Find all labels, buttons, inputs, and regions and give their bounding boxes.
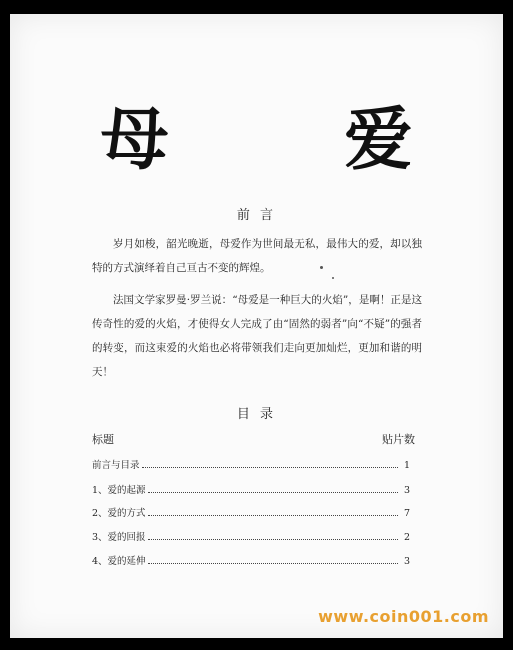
toc-row (92, 553, 410, 567)
toc-row-count: 3 (403, 485, 410, 496)
document-page (10, 14, 503, 638)
toc-leader-dots (148, 515, 398, 516)
toc-row (92, 529, 410, 543)
toc-row (92, 482, 410, 496)
toc-leader-dots (148, 492, 398, 493)
toc-row-count: 1 (403, 460, 410, 471)
preface-paragraph-1: 岁月如梭，韶光晚逝，母爱作为世间最无私，最伟大的爱，却以独特的方式演绎着自己亘古不变的辉煌。 (92, 238, 422, 274)
toc-leader-dots (148, 539, 398, 540)
toc-leader-dots (148, 563, 398, 564)
toc-leader-dots (142, 467, 398, 468)
watermark-text: www.coin001.com (318, 607, 489, 626)
toc-row-count: 3 (403, 556, 410, 567)
toc-row (92, 505, 410, 519)
toc-row-label: 1、爱的起源 (92, 485, 146, 496)
preface-paragraph-2: 法国文学家罗曼·罗兰说：“母爱是一种巨大的火焰”，是啊！正是这传奇性的爱的火焰，才使得女人完成了由“固然的弱者”向“不疑”的强者的转变，而这束爱的火焰也必将带领我们走向更加灿烂，更加和谐的明天！ (92, 294, 422, 378)
toc-row-label: 2、爱的方式 (92, 508, 146, 519)
toc-row-label: 4、爱的延伸 (92, 556, 146, 567)
toc-heading: 目 录 (236, 407, 277, 422)
page-title: 母 爱 (100, 101, 489, 180)
toc-row-label: 前言与目录 (92, 460, 140, 471)
paper-speck (332, 277, 334, 279)
toc-column-count: 贴片数 (382, 433, 415, 446)
toc-column-title: 标题 (92, 433, 114, 446)
toc-row-count: 2 (403, 532, 410, 543)
toc-row-count: 7 (403, 508, 410, 519)
toc-row-label: 3、爱的回报 (92, 532, 146, 543)
toc-row (92, 457, 410, 471)
preface-heading: 前 言 (236, 208, 277, 223)
paper-speck (320, 266, 323, 269)
